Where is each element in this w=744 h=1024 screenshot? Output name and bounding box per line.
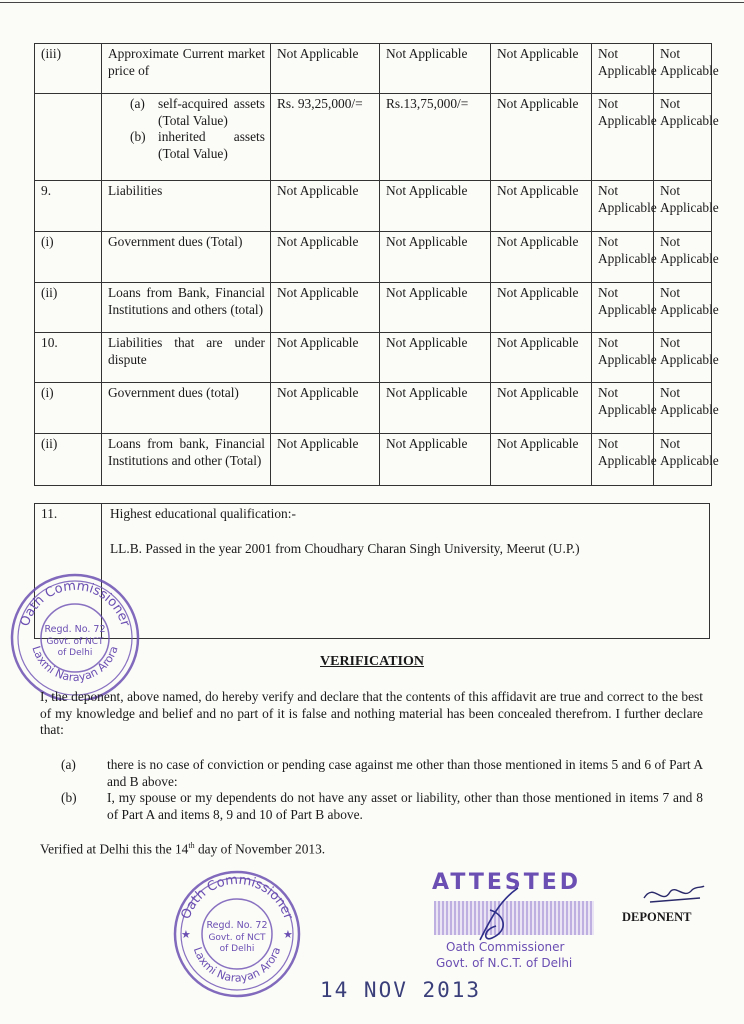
- row-number: (i): [35, 383, 102, 434]
- value-cell: Rs.13,75,000/=: [380, 94, 491, 181]
- date-stamp: 14 NOV 2013: [320, 978, 482, 1002]
- value-cell: Not Applicable: [654, 181, 712, 232]
- value-cell: Not Applicable: [380, 383, 491, 434]
- item-a-label: (a): [61, 757, 76, 772]
- attested-stamp-label: ATTESTED: [432, 870, 582, 895]
- row-number: (ii): [35, 434, 102, 486]
- value-cell: Not Applicable: [491, 44, 592, 94]
- verified-post: day of November 2013.: [194, 841, 326, 857]
- oath-commissioner-seal-bottom: [163, 868, 311, 1000]
- assets-liabilities-table: [34, 43, 719, 486]
- value-cell: Not Applicable: [491, 283, 592, 333]
- sub-item-text: inherited assets (Total Value): [158, 129, 265, 161]
- qualification-number: 11.: [35, 504, 102, 638]
- value-cell: Not Applicable: [654, 94, 712, 181]
- value-cell: Not Applicable: [271, 283, 380, 333]
- value-cell: Not Applicable: [592, 383, 654, 434]
- value-cell: Not Applicable: [654, 434, 712, 486]
- deponent-label: DEPONENT: [622, 910, 692, 924]
- star-icon: ★: [181, 928, 191, 941]
- attested-line-2: Govt. of N.C.T. of Delhi: [436, 956, 573, 970]
- value-cell: Not Applicable: [592, 232, 654, 283]
- value-cell: Not Applicable: [491, 181, 592, 232]
- row-description: Liabilities that are under dispute: [102, 333, 271, 383]
- value-cell: Not Applicable: [491, 434, 592, 486]
- row-description: Government dues (total): [102, 383, 271, 434]
- attested-line-1: Oath Commissioner: [446, 940, 565, 954]
- row-number: (iii): [35, 44, 102, 94]
- value-cell: Not Applicable: [491, 333, 592, 383]
- row-description: Government dues (Total): [102, 232, 271, 283]
- value-cell: Not Applicable: [592, 181, 654, 232]
- value-cell: Not Applicable: [491, 94, 592, 181]
- qualification-heading: Highest educational qualification:-: [110, 506, 296, 521]
- value-cell: Not Applicable: [592, 94, 654, 181]
- item-b-text: I, my spouse or my dependents do not have any asset or liability, other than those mentioned in items 7 and 8 of Part A and items 8, 9 and 10 of Part B above.: [107, 790, 703, 822]
- item-a-text: there is no case of conviction or pending case against me other than those mentioned in items 5 and 6 of Part A and B above:: [107, 757, 703, 789]
- value-cell: Not Applicable: [592, 283, 654, 333]
- row-number: [35, 94, 102, 181]
- value-cell: Not Applicable: [271, 434, 380, 486]
- value-cell: Not Applicable: [380, 181, 491, 232]
- sub-item-text: self-acquired assets (Total Value): [158, 96, 265, 128]
- oath-commissioner-seal-left: [5, 570, 145, 700]
- verified-sup: th: [188, 841, 195, 850]
- value-cell: Not Applicable: [380, 333, 491, 383]
- table-row: [35, 434, 712, 486]
- sub-item: [130, 96, 265, 129]
- table-row: [35, 232, 712, 283]
- verified-pre: Verified at Delhi this the 14: [40, 841, 189, 857]
- seal-left-gov: Govt. of NCT: [46, 637, 104, 647]
- row-description: Loans from bank, Financial Institutions and other (Total): [102, 434, 271, 486]
- value-cell: Not Applicable: [271, 383, 380, 434]
- table-row: [35, 383, 712, 434]
- value-cell: Not Applicable: [491, 383, 592, 434]
- row-number: (i): [35, 232, 102, 283]
- table-row: [35, 333, 712, 383]
- value-cell: Not Applicable: [654, 283, 712, 333]
- value-cell: Not Applicable: [654, 333, 712, 383]
- value-cell: Not Applicable: [592, 333, 654, 383]
- star-icon: ★: [283, 928, 293, 941]
- row-number: 9.: [35, 181, 102, 232]
- value-cell: Not Applicable: [380, 44, 491, 94]
- svg-text:Oath Commissioner: [179, 873, 296, 922]
- seal-bottom-city: of Delhi: [219, 944, 255, 954]
- value-cell: Not Applicable: [271, 44, 380, 94]
- table-row: [35, 44, 712, 94]
- row-description: [102, 94, 271, 181]
- table-row: [35, 94, 712, 181]
- seal-bottom-reg: Regd. No. 72: [206, 920, 268, 931]
- value-cell: Not Applicable: [380, 232, 491, 283]
- item-b-label: (b): [61, 790, 77, 805]
- seal-bottom-gov: Govt. of NCT: [208, 933, 266, 943]
- seal-bottom-top-text: Oath Commissioner: [178, 872, 296, 922]
- qualification-text: LL.B. Passed in the year 2001 from Choudhary Charan Singh University, Meerut (U.P.): [110, 541, 580, 556]
- row-description: Liabilities: [102, 181, 271, 232]
- page-top-edge: [0, 2, 744, 3]
- row-description: Loans from Bank, Financial Institutions and others (total): [102, 283, 271, 333]
- verified-line: [40, 838, 325, 858]
- value-cell: Not Applicable: [271, 232, 380, 283]
- table-row: [35, 283, 712, 333]
- row-description: Approximate Current market price of: [102, 44, 271, 94]
- value-cell: Rs. 93,25,000/=: [271, 94, 380, 181]
- value-cell: Not Applicable: [271, 181, 380, 232]
- sub-item: [130, 129, 265, 162]
- seal-bottom-name-text: Laxmi Narayan Arora: [190, 945, 284, 985]
- sub-item-tag: (a): [130, 96, 145, 111]
- seal-left-city: of Delhi: [57, 648, 93, 658]
- value-cell: Not Applicable: [491, 232, 592, 283]
- sub-item-tag: (b): [130, 129, 146, 144]
- seal-left-name-text: Laxmi Narayan Arora: [29, 644, 121, 684]
- row-number: (ii): [35, 283, 102, 333]
- value-cell: Not Applicable: [654, 44, 712, 94]
- seal-left-top-text: Oath Commissioner: [17, 578, 133, 629]
- value-cell: Not Applicable: [592, 44, 654, 94]
- value-cell: Not Applicable: [380, 434, 491, 486]
- verification-paragraph: I, the deponent, above named, do hereby verify and declare that the contents of this affidavit are true and correct to the best of my knowledge and belief and no part of it is false and nothing material has been concealed therefrom. I further declare that:: [40, 689, 703, 737]
- value-cell: Not Applicable: [592, 434, 654, 486]
- value-cell: Not Applicable: [654, 232, 712, 283]
- verification-title: VERIFICATION: [320, 654, 424, 669]
- deponent-signature-icon: [640, 876, 706, 910]
- value-cell: Not Applicable: [654, 383, 712, 434]
- row-number: 10.: [35, 333, 102, 383]
- seal-left-reg: Regd. No. 72: [44, 624, 106, 635]
- value-cell: Not Applicable: [380, 283, 491, 333]
- value-cell: Not Applicable: [271, 333, 380, 383]
- table-row: [35, 181, 712, 232]
